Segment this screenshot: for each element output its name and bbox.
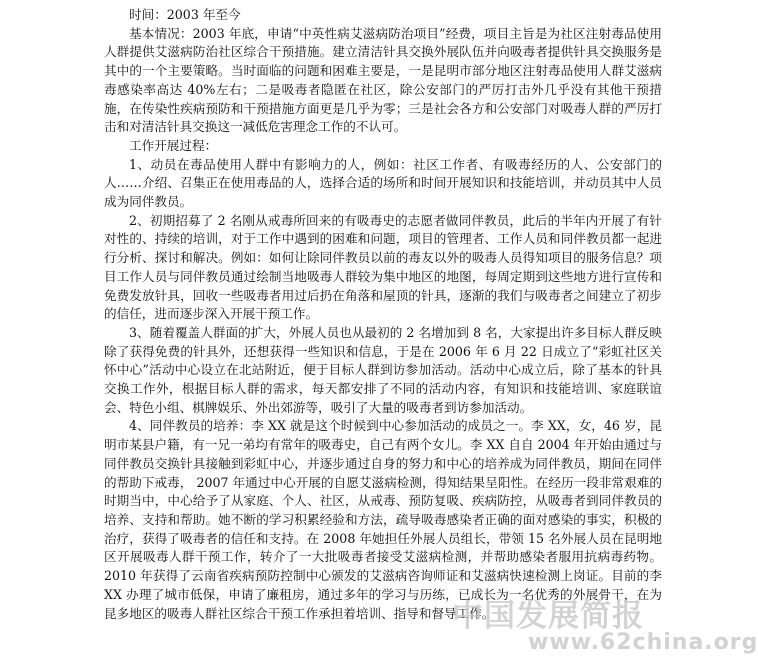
step-4-paragraph: 4、同伴教员的培养：李 XX 就是这个时候到中心参加活动的成员之一。李 XX，女，46 岁，昆明市某县户籍，有一兄一弟均有常年的吸毒史，自己有两个女儿。李 XX 自自 2004 年开始由通过与同伴教员交换针具接触到彩虹中心，并逐步通过自身的努力和中心的培养成为同伴教员，期间在同伴的帮助下戒毒， 2007 年通过中心开展的自愿艾滋病检测，得知结果呈阳性。在经历一段非常艰难的时期当中，中心给予了从家庭、个人、社区，从戒毒、预防复吸、疾病防控，从吸毒者到同伴教员的培养、支持和帮助。她不断的学习积累经验和方法，疏导吸毒感染者正确的面对感染的事实，积极的治疗，获得了吸毒者的信任和支持。在 2008 年她担任外展人员组长，带领 15 名外展人员在昆明地区开展吸毒人群干预工作，转介了一大批吸毒者接受艾滋病检测，并帮助感染者服用抗病毒药物。2010 年获得了云南省疾病预防控制中心颁发的艾滋病咨询师证和艾滋病快速检测上岗证。目前的李 XX 办理了城市低保，申请了廉租房，通过多年的学习与历练，已成长为一名优秀的外展骨干，在为昆多地区的吸毒人群社区综合干预工作承担着培训、指导和督导工作。 [104,418,662,621]
step-2-paragraph: 2、初期招募了 2 名刚从戒毒所回来的有吸毒史的志愿者做同伴教员，此后的半年内开展了有针对性的、持续的培训，对于工作中遇到的困难和问题，项目的管理者、工作人员和同伴教员都一起进行分析、探讨和解决。例如：如何让除同伴教员以前的毒友以外的吸毒人员得知项目的服务信息？项目工作人员与同伴教员通过绘制当地吸毒人群较为集中地区的地图，每周定期到这些地方进行宣传和免费发放针具，回收一些吸毒者用过后扔在角落和屋顶的针具，逐渐的我们与吸毒者之间建立了初步的信任，进而逐步深入开展干预工作。 [104,212,662,322]
process-heading: 工作开展过程： [129,137,218,153]
time-line: 时间：2003 年至今 [129,7,241,22]
background-paragraph: 基本情况：2003 年底，申请“中英性病艾滋病防治项目”经费，项目主旨是为社区注射毒品使用人群提供艾滋病防治社区综合干预措施。建立清洁针具交换外展队伍并向吸毒者提供针具交换服务是其中的一个主要策略。当时面临的问题和困难主要是，一是昆明市部分地区注射毒品使用人群艾滋病毒感染率高达 40%左右；二是吸毒者隐匿在社区，除公安部门的严厉打击外几乎没有其他干预措施，在传染性疾病预防和干预措施方面更是几乎为零；三是社会各方和公安部门对吸毒人群的严厉打击和对清洁针具交换这一减低危害理念工作的不认可。 [104,25,662,135]
step-3-paragraph: 3、随着覆盖人群面的扩大，外展人员也从最初的 2 名增加到 8 名，大家提出许多目标人群反映除了获得免费的针具外，还想获得一些知识和信息，于是在 2006 年 6 月 22 日成立了“彩虹社区关怀中心”活动中心设立在北站附近，便于目标人群到访参加活动。活动中心成立后，除了基本的针具交换工作外，根据目标人群的需求，每天都安排了不同的活动内容，有知识和技能培训、家庭联谊会、特色小组、棋牌娱乐、外出郊游等，吸引了大量的吸毒者到访参加活动。 [104,324,662,415]
watermark-url: www.62china.org [528,630,758,655]
document-body [104,6,662,623]
step-1-paragraph: 1、动员在毒品使用人群中有影响力的人，例如：社区工作者、有吸毒经历的人、公安部门的人……介绍、召集正在使用毒品的人，选择合适的场所和时间开展知识和技能培训，并动员其中人员成为同伴教员。 [104,156,662,210]
watermark-title: 中国发展简报 [452,598,644,634]
